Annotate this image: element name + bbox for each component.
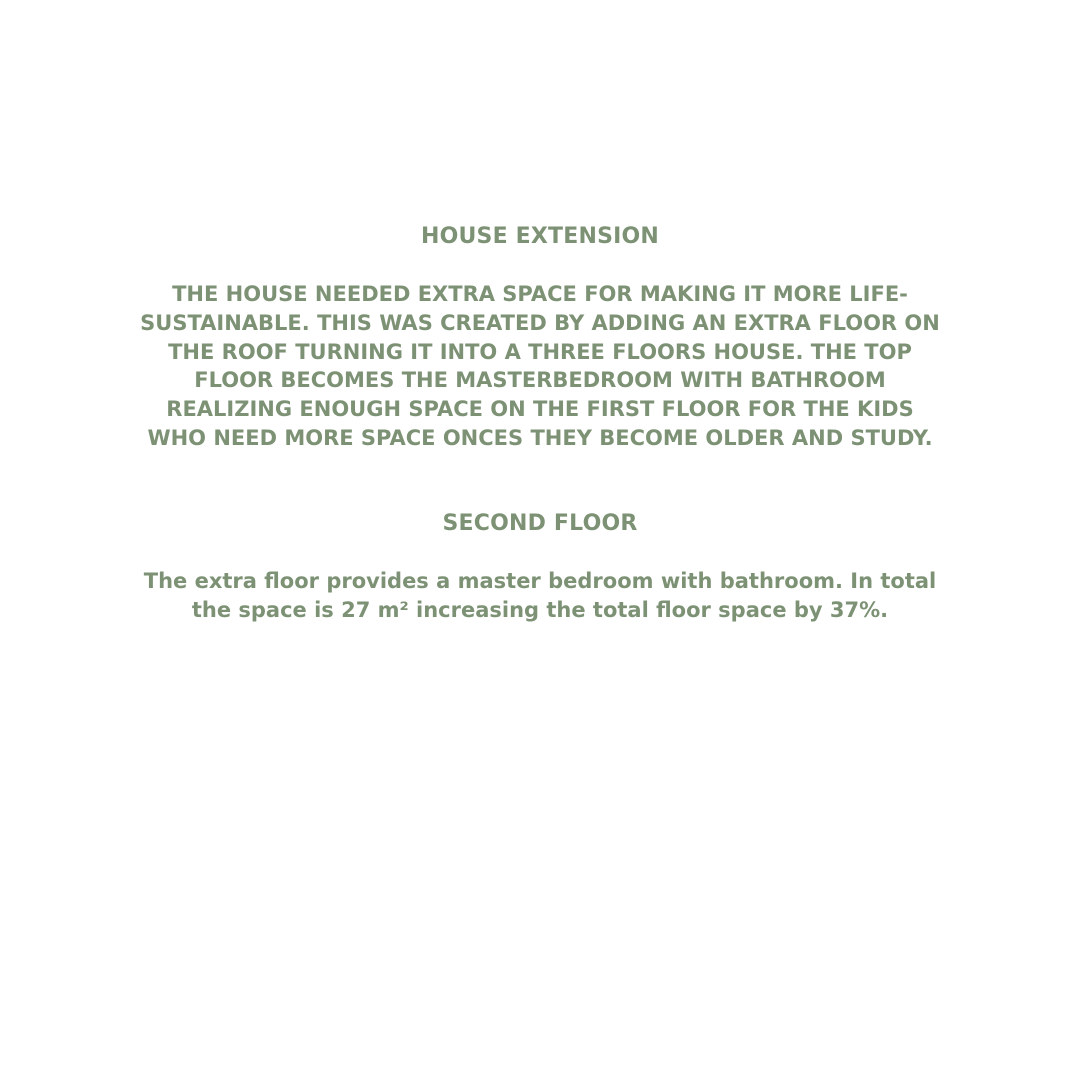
section-heading-second-floor: SECOND FLOOR bbox=[442, 510, 638, 536]
text-content bbox=[140, 222, 940, 624]
section-body-house-extension: THE HOUSE NEEDED EXTRA SPACE FOR MAKING IT MORE LIFE-SUSTAINABLE. THIS WAS CREATED BY ADDING AN EXTRA FLOOR ON THE ROOF TURNING IT INTO A THREE FLOORS HOUSE. THE TOP FLOOR BECOMES THE MASTERBEDROOM WITH BATHROOM REALIZING ENOUGH SPACE ON THE FIRST FLOOR FOR THE KIDS WHO NEED MORE SPACE ONCES THEY BECOME OLDER AND STUDY. bbox=[140, 282, 940, 450]
section-body-second-floor: The extra floor provides a master bedroom with bathroom. In total the space is 27 m² increasing the total floor space by 37%. bbox=[143, 568, 937, 622]
section-heading-house-extension: HOUSE EXTENSION bbox=[420, 224, 660, 249]
